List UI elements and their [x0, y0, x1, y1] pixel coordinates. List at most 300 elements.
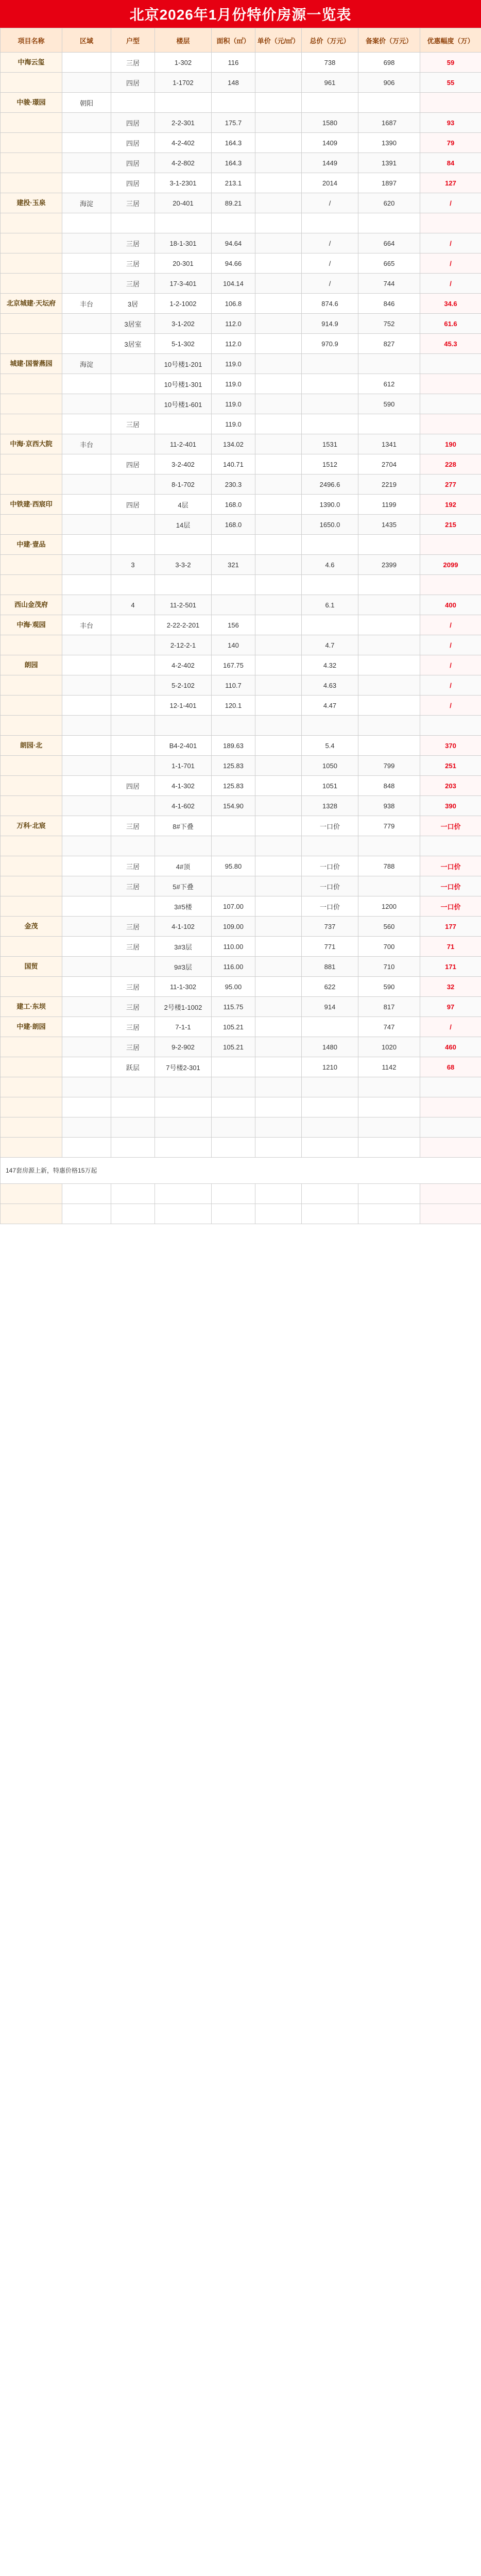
cell-total	[302, 93, 358, 113]
table-row	[1, 213, 481, 233]
cell-size: 106.8	[212, 294, 255, 314]
cell-project	[1, 1097, 62, 1117]
cell-project	[1, 454, 62, 474]
cell-disc: 一口价	[420, 896, 481, 917]
cell-area	[62, 816, 111, 836]
cell-floor: 3#5楼	[155, 896, 212, 917]
cell-project: 朗园·北	[1, 736, 62, 756]
cell-unit	[255, 414, 302, 434]
cell-size: 321	[212, 555, 255, 575]
cell-area	[62, 1204, 111, 1224]
cell-area	[62, 133, 111, 153]
cell-area	[62, 555, 111, 575]
cell-type: 四居	[111, 153, 155, 173]
cell-record: 1390	[358, 133, 420, 153]
cell-unit	[255, 776, 302, 796]
cell-floor: 5-1-302	[155, 334, 212, 354]
cell-record: 700	[358, 937, 420, 957]
header-type: 户型	[111, 28, 155, 53]
cell-type: 四居	[111, 133, 155, 153]
table-row	[1, 454, 481, 474]
cell-record: 698	[358, 53, 420, 73]
table-row	[1, 193, 481, 213]
cell-floor: 3-3-2	[155, 555, 212, 575]
cell-unit	[255, 655, 302, 675]
cell-unit	[255, 1097, 302, 1117]
cell-record: 906	[358, 73, 420, 93]
cell-type: 3居	[111, 294, 155, 314]
cell-total: 1210	[302, 1057, 358, 1077]
cell-unit	[255, 1138, 302, 1158]
table-row	[1, 253, 481, 274]
cell-total: 一口价	[302, 876, 358, 896]
table-row	[1, 394, 481, 414]
cell-floor: 3-2-402	[155, 454, 212, 474]
cell-total: 1449	[302, 153, 358, 173]
cell-area	[62, 595, 111, 615]
cell-area	[62, 917, 111, 937]
cell-total	[302, 354, 358, 374]
cell-size: 140	[212, 635, 255, 655]
cell-unit	[255, 253, 302, 274]
cell-floor: 7-1-1	[155, 1017, 212, 1037]
cell-project	[1, 977, 62, 997]
cell-unit	[255, 1077, 302, 1097]
cell-floor: 1-1-701	[155, 756, 212, 776]
cell-total: 1051	[302, 776, 358, 796]
cell-disc	[420, 535, 481, 555]
cell-total	[302, 535, 358, 555]
cell-type	[111, 957, 155, 977]
table-row	[1, 1117, 481, 1138]
cell-unit	[255, 1204, 302, 1224]
cell-disc	[420, 394, 481, 414]
cell-area	[62, 937, 111, 957]
cell-area	[62, 495, 111, 515]
cell-project	[1, 474, 62, 495]
cell-project	[1, 213, 62, 233]
cell-type	[111, 635, 155, 655]
table-row	[1, 1204, 481, 1224]
cell-disc: 93	[420, 113, 481, 133]
cell-floor	[155, 1184, 212, 1204]
cell-record: 2219	[358, 474, 420, 495]
cell-size: 110.00	[212, 937, 255, 957]
cell-total: 4.47	[302, 696, 358, 716]
cell-type	[111, 615, 155, 635]
cell-type: 三居	[111, 233, 155, 253]
cell-project	[1, 394, 62, 414]
cell-total: 2496.6	[302, 474, 358, 495]
cell-size	[212, 535, 255, 555]
cell-record: 788	[358, 856, 420, 876]
table-row	[1, 997, 481, 1017]
cell-area	[62, 736, 111, 756]
cell-unit	[255, 213, 302, 233]
cell-record: 590	[358, 394, 420, 414]
cell-project: 北京城建·天坛府	[1, 294, 62, 314]
cell-disc	[420, 1204, 481, 1224]
table-row	[1, 675, 481, 696]
cell-size: 140.71	[212, 454, 255, 474]
cell-type	[111, 1204, 155, 1224]
cell-record	[358, 1097, 420, 1117]
cell-size: 134.02	[212, 434, 255, 454]
cell-type	[111, 1077, 155, 1097]
cell-total: 1650.0	[302, 515, 358, 535]
cell-record: 710	[358, 957, 420, 977]
cell-record: 560	[358, 917, 420, 937]
cell-size: 189.63	[212, 736, 255, 756]
cell-disc: 203	[420, 776, 481, 796]
cell-type	[111, 836, 155, 856]
cell-size	[212, 1097, 255, 1117]
cell-project	[1, 1204, 62, 1224]
cell-floor: 1-302	[155, 53, 212, 73]
table-row	[1, 354, 481, 374]
cell-record: 1687	[358, 113, 420, 133]
cell-project	[1, 274, 62, 294]
cell-type: 四居	[111, 454, 155, 474]
cell-floor: 2-22-2-201	[155, 615, 212, 635]
cell-unit	[255, 1184, 302, 1204]
table-row	[1, 896, 481, 917]
cell-type	[111, 796, 155, 816]
cell-project	[1, 1184, 62, 1204]
cell-total	[302, 1184, 358, 1204]
cell-project	[1, 1077, 62, 1097]
cell-size: 95.00	[212, 977, 255, 997]
cell-total: /	[302, 233, 358, 253]
cell-size: 168.0	[212, 495, 255, 515]
cell-record: 846	[358, 294, 420, 314]
cell-type	[111, 474, 155, 495]
cell-disc	[420, 1077, 481, 1097]
cell-size: 104.14	[212, 274, 255, 294]
cell-area	[62, 233, 111, 253]
cell-area: 丰台	[62, 294, 111, 314]
cell-total: 1328	[302, 796, 358, 816]
cell-record: 848	[358, 776, 420, 796]
cell-type: 四居	[111, 173, 155, 193]
cell-disc: 460	[420, 1037, 481, 1057]
cell-floor: 3-1-2301	[155, 173, 212, 193]
table-row	[1, 957, 481, 977]
cell-floor: 10号楼1-301	[155, 374, 212, 394]
cell-type	[111, 394, 155, 414]
table-row	[1, 73, 481, 93]
cell-disc	[420, 716, 481, 736]
cell-disc: 127	[420, 173, 481, 193]
cell-size: 175.7	[212, 113, 255, 133]
cell-total	[302, 374, 358, 394]
cell-unit	[255, 836, 302, 856]
cell-floor: 9-2-902	[155, 1037, 212, 1057]
table-row	[1, 474, 481, 495]
table-row	[1, 635, 481, 655]
cell-disc: 32	[420, 977, 481, 997]
cell-total	[302, 1097, 358, 1117]
cell-type	[111, 515, 155, 535]
cell-record: 1435	[358, 515, 420, 535]
cell-project: 中建·壹品	[1, 535, 62, 555]
cell-disc: /	[420, 1017, 481, 1037]
cell-area	[62, 896, 111, 917]
table-row	[1, 93, 481, 113]
cell-project	[1, 173, 62, 193]
cell-project	[1, 73, 62, 93]
cell-type	[111, 434, 155, 454]
cell-unit	[255, 1037, 302, 1057]
cell-floor: 18-1-301	[155, 233, 212, 253]
page-title: 北京2026年1月份特价房源一览表	[0, 0, 481, 28]
table-row	[1, 736, 481, 756]
table-row	[1, 555, 481, 575]
cell-total: 一口价	[302, 856, 358, 876]
cell-disc	[420, 1117, 481, 1138]
cell-unit	[255, 917, 302, 937]
cell-floor: 8#下叠	[155, 816, 212, 836]
cell-size: 115.75	[212, 997, 255, 1017]
table-row	[1, 153, 481, 173]
cell-total: 881	[302, 957, 358, 977]
table-row	[1, 414, 481, 434]
cell-type: 3居室	[111, 334, 155, 354]
cell-area	[62, 314, 111, 334]
cell-project	[1, 896, 62, 917]
cell-record	[358, 1138, 420, 1158]
cell-total: 1531	[302, 434, 358, 454]
cell-size: 164.3	[212, 133, 255, 153]
cell-total	[302, 836, 358, 856]
cell-record: 665	[358, 253, 420, 274]
cell-type: 三居	[111, 414, 155, 434]
cell-unit	[255, 394, 302, 414]
cell-disc	[420, 836, 481, 856]
table-row	[1, 374, 481, 394]
cell-total	[302, 1077, 358, 1097]
cell-record: 1142	[358, 1057, 420, 1077]
cell-project	[1, 133, 62, 153]
cell-unit	[255, 977, 302, 997]
cell-floor: 2-2-301	[155, 113, 212, 133]
cell-unit	[255, 716, 302, 736]
table-row	[1, 113, 481, 133]
cell-total: /	[302, 193, 358, 213]
cell-unit	[255, 937, 302, 957]
table-row	[1, 314, 481, 334]
cell-size: 120.1	[212, 696, 255, 716]
cell-project: 建投·玉泉	[1, 193, 62, 213]
cell-record	[358, 655, 420, 675]
cell-disc: 370	[420, 736, 481, 756]
cell-total	[302, 1138, 358, 1158]
cell-floor: 2号楼1-1002	[155, 997, 212, 1017]
cell-total: 914	[302, 997, 358, 1017]
cell-project	[1, 1138, 62, 1158]
cell-unit	[255, 495, 302, 515]
cell-size: 167.75	[212, 655, 255, 675]
cell-area	[62, 836, 111, 856]
cell-type: 三居	[111, 253, 155, 274]
cell-type	[111, 213, 155, 233]
cell-project: 中骏·璟园	[1, 93, 62, 113]
cell-size: 119.0	[212, 394, 255, 414]
header-discount: 优惠幅度（万）	[420, 28, 481, 53]
cell-unit	[255, 615, 302, 635]
table-row	[1, 655, 481, 675]
cell-total	[302, 716, 358, 736]
cell-total: 737	[302, 917, 358, 937]
cell-floor: 4-1-302	[155, 776, 212, 796]
cell-disc: 61.6	[420, 314, 481, 334]
cell-type: 四居	[111, 73, 155, 93]
cell-size	[212, 816, 255, 836]
cell-unit	[255, 274, 302, 294]
cell-disc: /	[420, 253, 481, 274]
cell-record	[358, 213, 420, 233]
cell-floor: 4#顶	[155, 856, 212, 876]
cell-type	[111, 736, 155, 756]
table-row	[1, 434, 481, 454]
table-body	[1, 53, 481, 1224]
cell-type	[111, 696, 155, 716]
cell-size	[212, 1057, 255, 1077]
cell-disc	[420, 354, 481, 374]
cell-floor	[155, 1097, 212, 1117]
table-row	[1, 515, 481, 535]
cell-floor: 3#3层	[155, 937, 212, 957]
cell-floor: 10号楼1-201	[155, 354, 212, 374]
cell-project	[1, 414, 62, 434]
cell-type	[111, 1138, 155, 1158]
cell-unit	[255, 53, 302, 73]
cell-unit	[255, 675, 302, 696]
cell-unit	[255, 997, 302, 1017]
cell-record	[358, 1204, 420, 1224]
cell-disc: 228	[420, 454, 481, 474]
cell-area	[62, 756, 111, 776]
cell-project	[1, 836, 62, 856]
cell-type: 四居	[111, 495, 155, 515]
cell-unit	[255, 233, 302, 253]
cell-size	[212, 1204, 255, 1224]
cell-total: /	[302, 253, 358, 274]
table-row	[1, 294, 481, 314]
cell-disc: 79	[420, 133, 481, 153]
cell-project	[1, 374, 62, 394]
cell-unit	[255, 334, 302, 354]
cell-type: 三居	[111, 1037, 155, 1057]
cell-total: 874.6	[302, 294, 358, 314]
cell-area	[62, 414, 111, 434]
cell-floor: 14层	[155, 515, 212, 535]
cell-area	[62, 856, 111, 876]
cell-disc: 68	[420, 1057, 481, 1077]
cell-area	[62, 1138, 111, 1158]
cell-disc: 400	[420, 595, 481, 615]
cell-total	[302, 1117, 358, 1138]
cell-area	[62, 716, 111, 736]
cell-record: 817	[358, 997, 420, 1017]
cell-total: 6.1	[302, 595, 358, 615]
cell-project: 国贸	[1, 957, 62, 977]
cell-type: 三居	[111, 876, 155, 896]
cell-area	[62, 394, 111, 414]
cell-area	[62, 474, 111, 495]
table-row	[1, 535, 481, 555]
price-table	[0, 28, 481, 1224]
cell-total	[302, 394, 358, 414]
cell-record	[358, 1184, 420, 1204]
cell-floor	[155, 1117, 212, 1138]
cell-disc: 97	[420, 997, 481, 1017]
table-row	[1, 796, 481, 816]
cell-unit	[255, 535, 302, 555]
cell-area	[62, 957, 111, 977]
cell-disc: /	[420, 274, 481, 294]
cell-size: 164.3	[212, 153, 255, 173]
cell-disc: /	[420, 696, 481, 716]
table-row	[1, 575, 481, 595]
cell-type: 三居	[111, 977, 155, 997]
table-row	[1, 917, 481, 937]
cell-floor: 4-2-402	[155, 133, 212, 153]
cell-record	[358, 1117, 420, 1138]
cell-project	[1, 776, 62, 796]
cell-floor: 20-401	[155, 193, 212, 213]
cell-floor	[155, 213, 212, 233]
cell-size	[212, 1184, 255, 1204]
cell-project: 中海·观园	[1, 615, 62, 635]
cell-disc: /	[420, 655, 481, 675]
cell-type	[111, 93, 155, 113]
cell-project	[1, 796, 62, 816]
cell-size: 94.64	[212, 233, 255, 253]
cell-unit	[255, 896, 302, 917]
cell-floor: 11-1-302	[155, 977, 212, 997]
cell-project: 中海·京西大院	[1, 434, 62, 454]
cell-area	[62, 1017, 111, 1037]
cell-total	[302, 615, 358, 635]
table-row	[1, 53, 481, 73]
table-row	[1, 937, 481, 957]
cell-record	[358, 535, 420, 555]
header-record-price: 备案价（万元）	[358, 28, 420, 53]
table-row	[1, 1077, 481, 1097]
cell-type	[111, 675, 155, 696]
table-row	[1, 615, 481, 635]
cell-project	[1, 314, 62, 334]
cell-total	[302, 1017, 358, 1037]
cell-disc: 一口价	[420, 856, 481, 876]
cell-total: 4.7	[302, 635, 358, 655]
note-row	[1, 1158, 481, 1184]
cell-project	[1, 334, 62, 354]
cell-project	[1, 675, 62, 696]
cell-project	[1, 253, 62, 274]
cell-record: 2704	[358, 454, 420, 474]
cell-project	[1, 635, 62, 655]
cell-size: 213.1	[212, 173, 255, 193]
cell-size	[212, 836, 255, 856]
cell-project: 万科·北宸	[1, 816, 62, 836]
cell-project	[1, 756, 62, 776]
cell-type	[111, 535, 155, 555]
cell-floor: 2-12-2-1	[155, 635, 212, 655]
cell-record: 779	[358, 816, 420, 836]
cell-size: 110.7	[212, 675, 255, 696]
